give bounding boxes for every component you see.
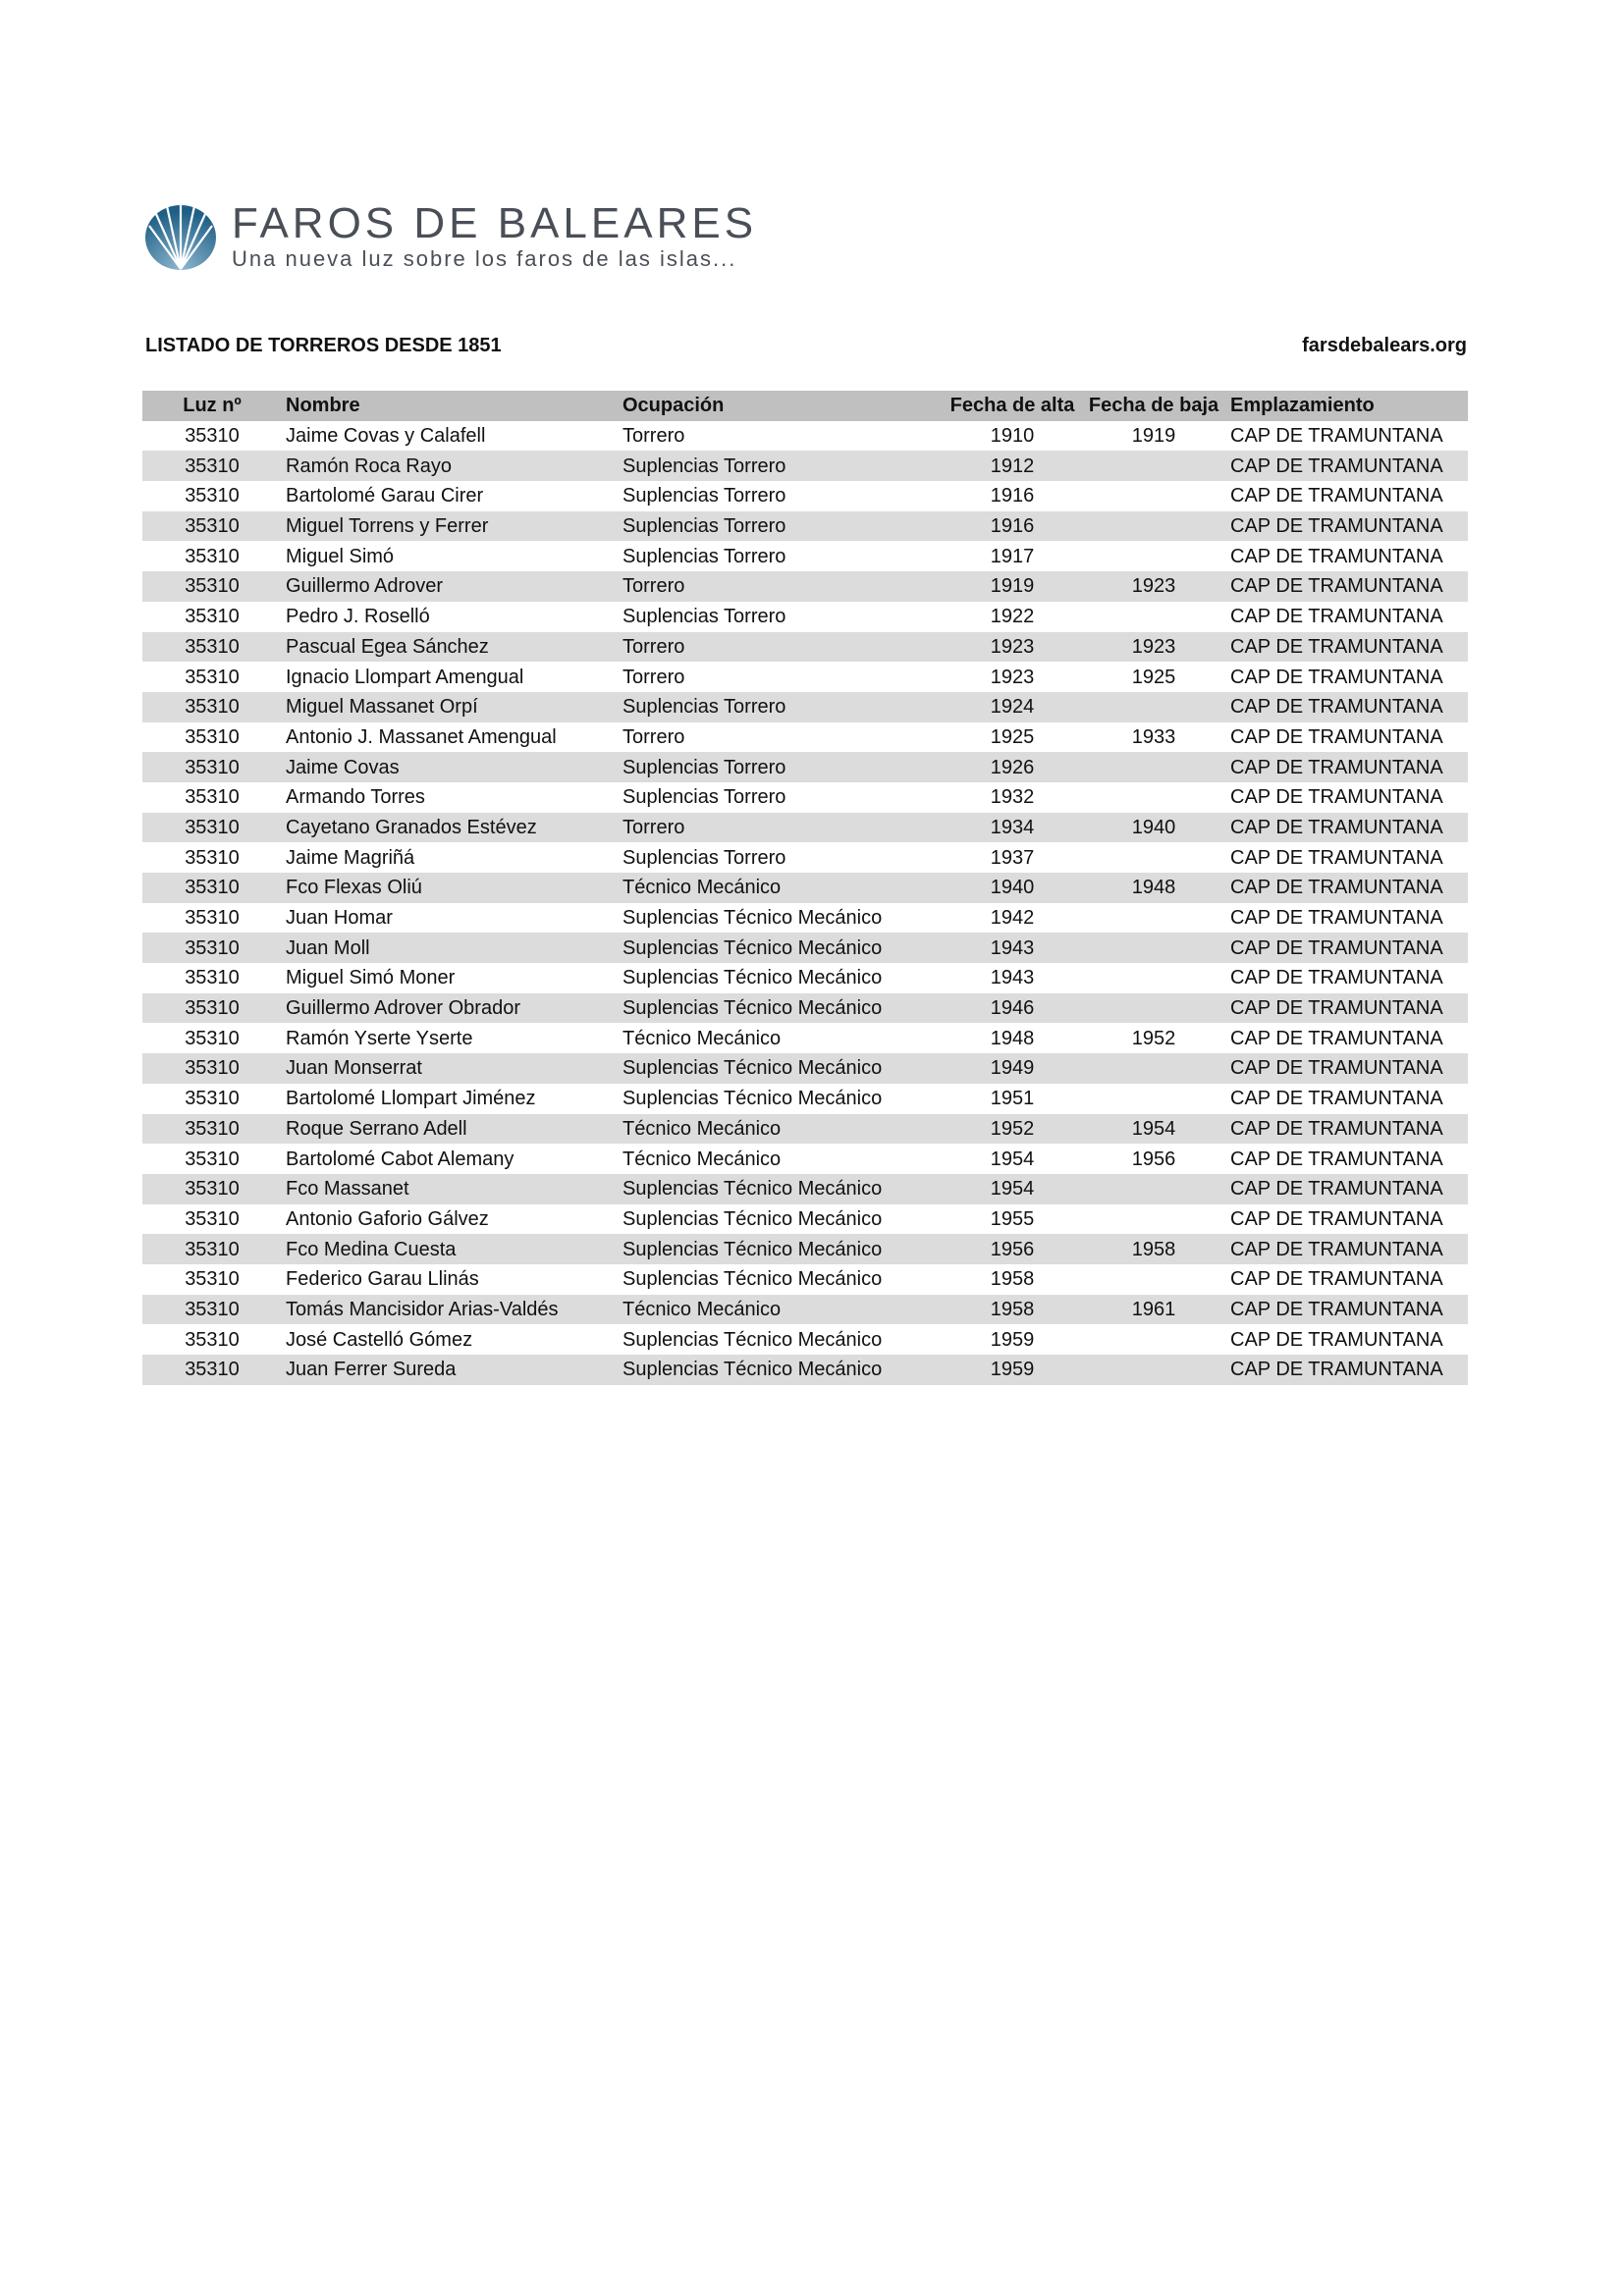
document-title: LISTADO DE TORREROS DESDE 1851 [145,335,502,356]
cell-nombre: José Castelló Gómez [286,1328,473,1351]
cell-nombre: Jaime Magriñá [286,846,415,869]
cell-nombre: Federico Garau Llinás [286,1268,479,1291]
cell-ocupacion: Técnico Mecánico [623,1148,782,1170]
cell-emplazamiento: CAP DE TRAMUNTANA [1230,545,1443,567]
cell-fecha-baja: 1940 [1131,816,1176,838]
cell-nombre: Ramón Roca Rayo [286,454,452,477]
table-row [142,1355,1468,1385]
table-row [142,1234,1468,1264]
cell-fecha-alta: 1910 [990,425,1035,448]
cell-emplazamiento: CAP DE TRAMUNTANA [1230,696,1443,719]
cell-fecha-baja [1081,782,1226,813]
cell-nombre: Pedro J. Roselló [286,606,430,628]
cell-emplazamiento: CAP DE TRAMUNTANA [1230,1359,1443,1381]
cell-fecha-alta: 1959 [990,1328,1035,1351]
cell-emplazamiento: CAP DE TRAMUNTANA [1230,454,1443,477]
table-row [142,1084,1468,1114]
cell-luz: 35310 [185,1238,240,1260]
table-row [142,511,1468,542]
cell-emplazamiento: CAP DE TRAMUNTANA [1230,1238,1443,1260]
cell-luz: 35310 [185,786,240,809]
column-header-ocupacion: Ocupación [623,395,725,417]
cell-luz: 35310 [185,545,240,567]
cell-fecha-baja: 1956 [1131,1148,1176,1170]
cell-fecha-baja [1081,1204,1226,1235]
cell-luz: 35310 [185,1207,240,1230]
cell-fecha-baja: 1919 [1131,425,1176,448]
cell-fecha-baja [1081,1324,1226,1355]
cell-fecha-alta: 1942 [990,907,1035,930]
cell-ocupacion: Suplencias Técnico Mecánico [623,936,883,959]
cell-fecha-baja [1081,1084,1226,1114]
cell-nombre: Ramón Yserte Yserte [286,1027,473,1049]
cell-fecha-baja: 1952 [1131,1027,1176,1049]
table-row [142,1324,1468,1355]
cell-luz: 35310 [185,907,240,930]
cell-emplazamiento: CAP DE TRAMUNTANA [1230,967,1443,989]
cell-fecha-alta: 1951 [990,1088,1035,1110]
column-header-fecha-alta: Fecha de alta [949,395,1075,417]
cell-ocupacion: Suplencias Torrero [623,454,786,477]
cell-ocupacion: Suplencias Torrero [623,756,786,778]
table-row [142,571,1468,602]
cell-fecha-alta: 1912 [990,454,1035,477]
table-row [142,451,1468,481]
cell-luz: 35310 [185,816,240,838]
cell-emplazamiento: CAP DE TRAMUNTANA [1230,635,1443,658]
table-row [142,421,1468,452]
cell-ocupacion: Técnico Mecánico [623,1298,782,1320]
cell-nombre: Juan Ferrer Sureda [286,1359,457,1381]
cell-fecha-baja: 1923 [1131,575,1176,598]
cell-nombre: Miguel Massanet Orpí [286,696,478,719]
brand-name: FAROS DE BALEARES [232,199,758,247]
cell-nombre: Ignacio Llompart Amengual [286,666,524,688]
cell-ocupacion: Torrero [623,635,685,658]
cell-ocupacion: Técnico Mecánico [623,1027,782,1049]
cell-luz: 35310 [185,515,240,538]
site-url: farsdebalears.org [1302,335,1467,356]
cell-ocupacion: Suplencias Torrero [623,696,786,719]
table-row [142,933,1468,963]
cell-ocupacion: Suplencias Técnico Mecánico [623,1088,883,1110]
table-row [142,1264,1468,1295]
cell-fecha-alta: 1952 [990,1117,1035,1140]
cell-emplazamiento: CAP DE TRAMUNTANA [1230,425,1443,448]
faros-de-baleares-logo [143,196,758,275]
cell-fecha-alta: 1926 [990,756,1035,778]
table-row [142,1053,1468,1084]
column-header-nombre: Nombre [286,395,360,417]
cell-ocupacion: Torrero [623,666,685,688]
cell-nombre: Antonio J. Massanet Amengual [286,725,557,748]
table-row [142,752,1468,782]
cell-fecha-alta: 1919 [990,575,1035,598]
cell-fecha-baja [1081,602,1226,632]
cell-fecha-baja [1081,842,1226,873]
cell-ocupacion: Suplencias Torrero [623,515,786,538]
cell-ocupacion: Suplencias Torrero [623,545,786,567]
cell-fecha-alta: 1934 [990,816,1035,838]
cell-fecha-alta: 1917 [990,545,1035,567]
cell-emplazamiento: CAP DE TRAMUNTANA [1230,1117,1443,1140]
keepers-table [142,391,1468,1385]
cell-ocupacion: Torrero [623,725,685,748]
cell-fecha-alta: 1954 [990,1178,1035,1201]
table-row [142,1144,1468,1174]
cell-ocupacion: Suplencias Técnico Mecánico [623,1178,883,1201]
table-row [142,842,1468,873]
cell-luz: 35310 [185,1328,240,1351]
cell-luz: 35310 [185,1057,240,1080]
cell-fecha-alta: 1958 [990,1268,1035,1291]
cell-fecha-alta: 1956 [990,1238,1035,1260]
cell-luz: 35310 [185,1088,240,1110]
table-body [142,421,1468,1385]
cell-fecha-baja [1081,1174,1226,1204]
table-row [142,692,1468,722]
cell-nombre: Bartolomé Cabot Alemany [286,1148,514,1170]
cell-emplazamiento: CAP DE TRAMUNTANA [1230,1148,1443,1170]
cell-luz: 35310 [185,454,240,477]
table-header-row [142,391,1468,421]
cell-fecha-baja: 1961 [1131,1298,1176,1320]
cell-luz: 35310 [185,1148,240,1170]
cell-nombre: Jaime Covas [286,756,400,778]
cell-fecha-baja [1081,963,1226,993]
cell-nombre: Miguel Torrens y Ferrer [286,515,489,538]
column-header-fecha-baja: Fecha de baja [1088,395,1219,417]
table-row [142,602,1468,632]
cell-luz: 35310 [185,997,240,1020]
cell-fecha-alta: 1959 [990,1359,1035,1381]
cell-fecha-baja: 1923 [1131,635,1176,658]
cell-emplazamiento: CAP DE TRAMUNTANA [1230,786,1443,809]
cell-emplazamiento: CAP DE TRAMUNTANA [1230,725,1443,748]
cell-nombre: Bartolomé Garau Cirer [286,485,484,507]
cell-fecha-alta: 1940 [990,877,1035,899]
cell-nombre: Armando Torres [286,786,425,809]
table-row [142,993,1468,1024]
cell-ocupacion: Torrero [623,575,685,598]
cell-ocupacion: Torrero [623,816,685,838]
cell-fecha-alta: 1923 [990,635,1035,658]
cell-emplazamiento: CAP DE TRAMUNTANA [1230,936,1443,959]
table-row [142,632,1468,663]
table-row [142,782,1468,813]
cell-nombre: Fco Massanet [286,1178,409,1201]
cell-emplazamiento: CAP DE TRAMUNTANA [1230,485,1443,507]
table-row [142,722,1468,753]
cell-emplazamiento: CAP DE TRAMUNTANA [1230,877,1443,899]
table-row [142,963,1468,993]
cell-fecha-baja [1081,933,1226,963]
cell-ocupacion: Técnico Mecánico [623,1117,782,1140]
cell-emplazamiento: CAP DE TRAMUNTANA [1230,1057,1443,1080]
cell-emplazamiento: CAP DE TRAMUNTANA [1230,756,1443,778]
cell-fecha-alta: 1943 [990,936,1035,959]
cell-nombre: Fco Medina Cuesta [286,1238,457,1260]
cell-luz: 35310 [185,846,240,869]
cell-luz: 35310 [185,967,240,989]
cell-fecha-baja [1081,993,1226,1024]
table-row [142,481,1468,511]
cell-luz: 35310 [185,1298,240,1320]
cell-fecha-alta: 1924 [990,696,1035,719]
table-row [142,813,1468,843]
cell-luz: 35310 [185,485,240,507]
cell-luz: 35310 [185,1027,240,1049]
cell-nombre: Juan Homar [286,907,393,930]
cell-luz: 35310 [185,606,240,628]
cell-fecha-baja [1081,451,1226,481]
cell-ocupacion: Técnico Mecánico [623,877,782,899]
cell-ocupacion: Suplencias Técnico Mecánico [623,1238,883,1260]
cell-fecha-alta: 1954 [990,1148,1035,1170]
cell-nombre: Tomás Mancisidor Arias-Valdés [286,1298,559,1320]
cell-nombre: Guillermo Adrover Obrador [286,997,520,1020]
cell-luz: 35310 [185,725,240,748]
cell-emplazamiento: CAP DE TRAMUNTANA [1230,907,1443,930]
cell-ocupacion: Suplencias Torrero [623,846,786,869]
cell-fecha-baja [1081,1355,1226,1385]
cell-luz: 35310 [185,1268,240,1291]
cell-ocupacion: Suplencias Torrero [623,485,786,507]
cell-ocupacion: Suplencias Técnico Mecánico [623,1057,883,1080]
cell-ocupacion: Suplencias Técnico Mecánico [623,1207,883,1230]
cell-fecha-baja [1081,903,1226,934]
table-row [142,873,1468,903]
cell-nombre: Juan Moll [286,936,370,959]
cell-emplazamiento: CAP DE TRAMUNTANA [1230,997,1443,1020]
cell-nombre: Juan Monserrat [286,1057,422,1080]
cell-ocupacion: Suplencias Técnico Mecánico [623,967,883,989]
cell-emplazamiento: CAP DE TRAMUNTANA [1230,1268,1443,1291]
brand-tagline: Una nueva luz sobre los faros de las islas... [232,246,737,271]
table-row [142,1023,1468,1053]
table-row [142,541,1468,571]
cell-luz: 35310 [185,1359,240,1381]
cell-nombre: Roque Serrano Adell [286,1117,467,1140]
cell-nombre: Fco Flexas Oliú [286,877,422,899]
cell-fecha-alta: 1955 [990,1207,1035,1230]
cell-fecha-alta: 1946 [990,997,1035,1020]
cell-fecha-alta: 1925 [990,725,1035,748]
cell-ocupacion: Suplencias Técnico Mecánico [623,1268,883,1291]
cell-ocupacion: Suplencias Técnico Mecánico [623,1359,883,1381]
cell-emplazamiento: CAP DE TRAMUNTANA [1230,515,1443,538]
cell-fecha-baja: 1954 [1131,1117,1176,1140]
cell-fecha-alta: 1949 [990,1057,1035,1080]
cell-ocupacion: Suplencias Técnico Mecánico [623,907,883,930]
table-row [142,903,1468,934]
cell-emplazamiento: CAP DE TRAMUNTANA [1230,1207,1443,1230]
table-row [142,1174,1468,1204]
cell-luz: 35310 [185,575,240,598]
cell-ocupacion: Suplencias Técnico Mecánico [623,1328,883,1351]
cell-nombre: Jaime Covas y Calafell [286,425,486,448]
cell-nombre: Miguel Simó [286,545,395,567]
cell-nombre: Bartolomé Llompart Jiménez [286,1088,536,1110]
table-row [142,1295,1468,1325]
cell-emplazamiento: CAP DE TRAMUNTANA [1230,1328,1443,1351]
cell-fecha-baja: 1925 [1131,666,1176,688]
cell-emplazamiento: CAP DE TRAMUNTANA [1230,846,1443,869]
cell-emplazamiento: CAP DE TRAMUNTANA [1230,1298,1443,1320]
cell-emplazamiento: CAP DE TRAMUNTANA [1230,1088,1443,1110]
cell-fecha-alta: 1937 [990,846,1035,869]
cell-fecha-baja [1081,752,1226,782]
cell-ocupacion: Suplencias Torrero [623,786,786,809]
cell-fecha-baja [1081,1053,1226,1084]
cell-fecha-baja [1081,481,1226,511]
cell-nombre: Pascual Egea Sánchez [286,635,489,658]
cell-fecha-alta: 1916 [990,485,1035,507]
cell-luz: 35310 [185,635,240,658]
cell-nombre: Antonio Gaforio Gálvez [286,1207,489,1230]
cell-nombre: Guillermo Adrover [286,575,444,598]
cell-nombre: Cayetano Granados Estévez [286,816,537,838]
cell-luz: 35310 [185,1117,240,1140]
cell-luz: 35310 [185,425,240,448]
cell-fecha-baja [1081,541,1226,571]
cell-fecha-baja [1081,1264,1226,1295]
cell-luz: 35310 [185,877,240,899]
cell-fecha-alta: 1958 [990,1298,1035,1320]
cell-fecha-alta: 1943 [990,967,1035,989]
column-header-emplazamiento: Emplazamiento [1230,395,1375,417]
table-row [142,662,1468,692]
cell-emplazamiento: CAP DE TRAMUNTANA [1230,1027,1443,1049]
cell-ocupacion: Suplencias Técnico Mecánico [623,997,883,1020]
cell-luz: 35310 [185,1178,240,1201]
cell-luz: 35310 [185,696,240,719]
table-row [142,1204,1468,1235]
cell-fecha-baja: 1933 [1131,725,1176,748]
cell-emplazamiento: CAP DE TRAMUNTANA [1230,606,1443,628]
cell-emplazamiento: CAP DE TRAMUNTANA [1230,816,1443,838]
cell-emplazamiento: CAP DE TRAMUNTANA [1230,575,1443,598]
cell-ocupacion: Suplencias Torrero [623,606,786,628]
cell-luz: 35310 [185,666,240,688]
cell-fecha-alta: 1948 [990,1027,1035,1049]
cell-nombre: Miguel Simó Moner [286,967,456,989]
cell-fecha-baja: 1958 [1131,1238,1176,1260]
cell-fecha-alta: 1922 [990,606,1035,628]
cell-luz: 35310 [185,756,240,778]
column-header-luz: Luz nº [183,395,242,417]
cell-emplazamiento: CAP DE TRAMUNTANA [1230,666,1443,688]
cell-fecha-alta: 1932 [990,786,1035,809]
cell-fecha-baja [1081,692,1226,722]
cell-fecha-alta: 1916 [990,515,1035,538]
table-row [142,1114,1468,1145]
cell-fecha-alta: 1923 [990,666,1035,688]
cell-ocupacion: Torrero [623,425,685,448]
cell-fecha-baja: 1948 [1131,877,1176,899]
cell-emplazamiento: CAP DE TRAMUNTANA [1230,1178,1443,1201]
cell-luz: 35310 [185,936,240,959]
lighthouse-rays-icon [143,200,218,271]
cell-fecha-baja [1081,511,1226,542]
